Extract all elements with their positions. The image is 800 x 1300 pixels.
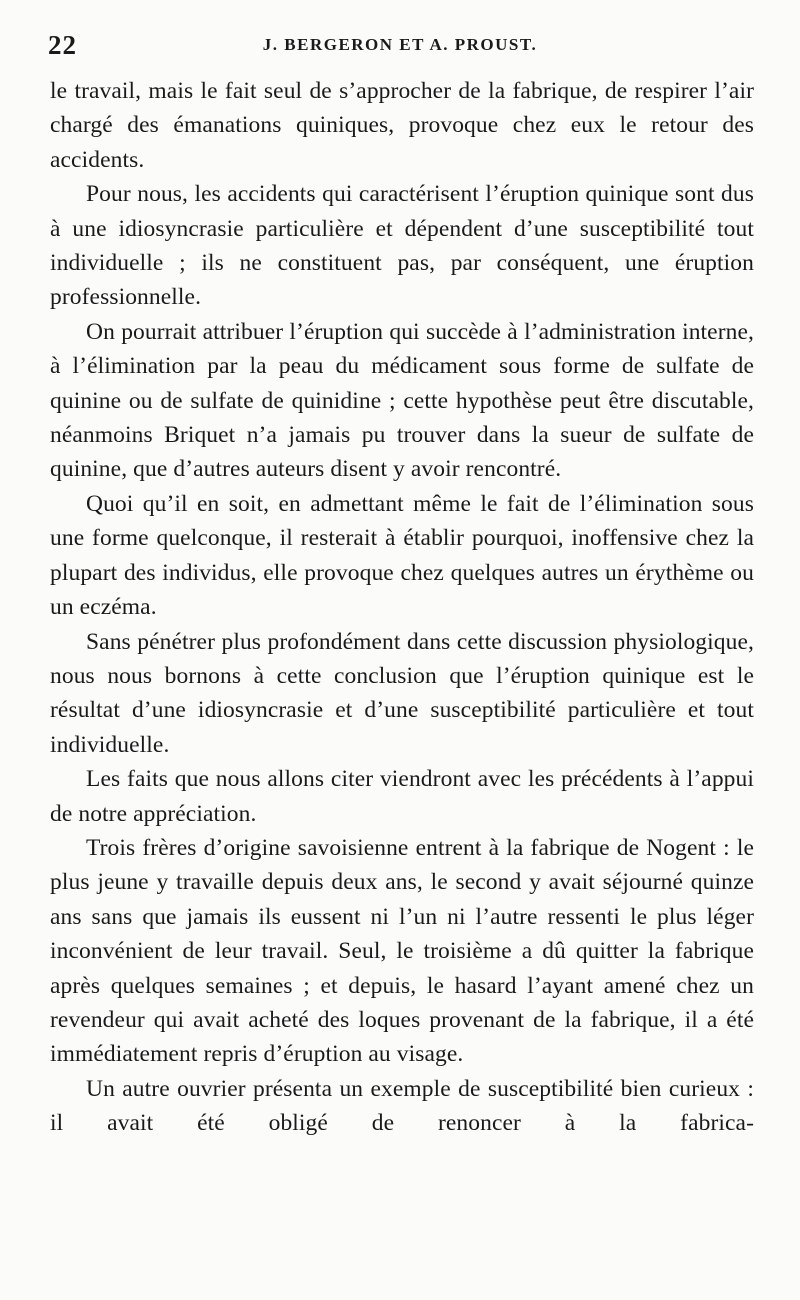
paragraph: Pour nous, les accidents qui caractérisent l’éruption quinique sont dus à une idiosyncrasie particulière et dépendent d’une susceptibilité tout individuelle ; ils ne constituent pas, par conséquent, une éruption professionnelle.: [50, 181, 754, 311]
paragraph-continued: le travail, mais le fait seul de s’approcher de la fabrique, de respirer l’air chargé des émanations quiniques, provoque chez eux le retour des accidents.: [50, 78, 754, 173]
paragraph: Un autre ouvrier présenta un exemple de susceptibilité bien curieux : il avait été obligé de renoncer à la fabrica-: [50, 1075, 754, 1137]
paragraph: Sans pénétrer plus profondément dans cette discussion physiologique, nous nous bornons à cette conclusion que l’éruption quinique est le résultat d’une idiosyncrasie et d’une susceptibilité particulière et tout individuelle.: [50, 628, 754, 758]
paragraph: Quoi qu’il en soit, en admettant même le fait de l’élimination sous une forme quelconque, il resterait à établir pourquoi, inoffensive chez la plupart des individus, elle provoque chez quelques autres un érythème ou un eczéma.: [50, 490, 754, 621]
paragraph: Trois frères d’origine savoisienne entrent à la fabrique de Nogent : le plus jeune y travaille depuis deux ans, le second y avait séjourné quinze ans sans que jamais ils eussent ni l’un ni l’autre ressenti le plus léger inconvénient de leur travail. Seul, le troisième a dû quitter la fabrique après quelques semaines ; et depuis, le hasard l’ayant amené chez un revendeur qui avait acheté des loques provenant de la fabrique, il a été immédiatement repris d’éruption au visage.: [50, 834, 754, 1068]
page-number: 22: [48, 30, 77, 60]
page-header: [48, 30, 752, 60]
running-head: J. BERGERON ET A. PROUST.: [262, 35, 538, 54]
paragraph: Les faits que nous allons citer viendront avec les précédents à l’appui de notre appréciation.: [50, 766, 754, 827]
body-text: [50, 74, 754, 1141]
paragraph: On pourrait attribuer l’éruption qui succède à l’administration interne, à l’élimination par la peau du médicament sous forme de sulfate de quinine ou de sulfate de quinidine ; cette hypothèse peut être discutable, néanmoins Briquet n’a jamais pu trouver dans la sueur de sulfate de quinine, que d’autres auteurs disent y avoir rencontré.: [50, 318, 754, 483]
